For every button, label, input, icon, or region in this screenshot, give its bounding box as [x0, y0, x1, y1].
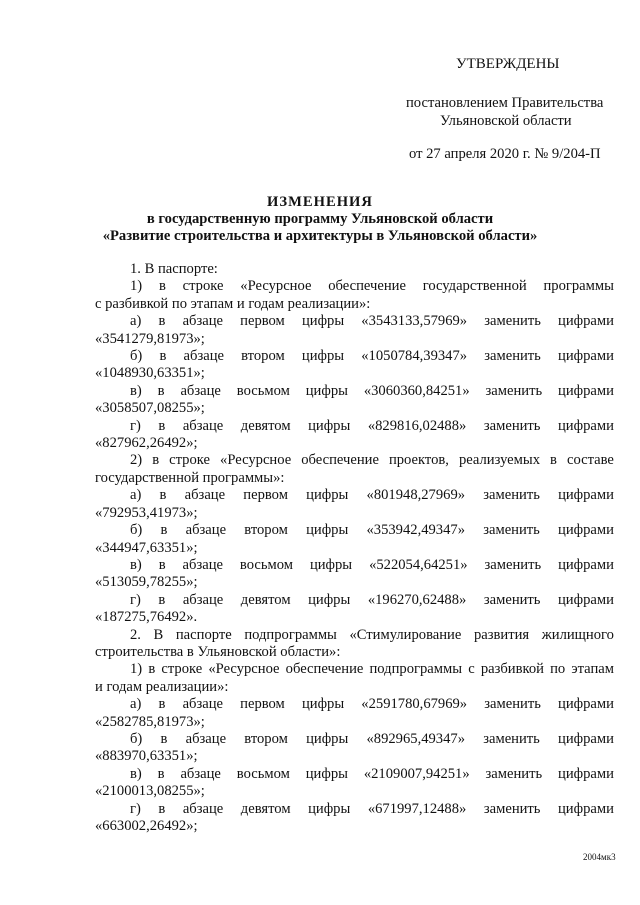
text-word: цифры — [305, 382, 348, 399]
text-line — [95, 644, 614, 661]
text-word: 2. — [130, 626, 141, 643]
text-word: обеспечение — [301, 452, 379, 469]
text-line — [95, 714, 614, 731]
text-word: в — [158, 417, 166, 434]
text-word: абзаце — [182, 556, 223, 573]
text-word: а) — [130, 696, 142, 713]
text-word: «513059,78255»; — [95, 574, 198, 591]
text-word: строке — [169, 452, 210, 469]
text-word: паспорте — [175, 626, 232, 643]
text-word: абзаце — [180, 765, 221, 782]
approval-stamp-title: УТВЕРЖДЕНЫ — [456, 56, 560, 72]
text-word: «Стимулирование — [349, 626, 462, 643]
text-word: девятом — [240, 800, 291, 817]
text-line — [95, 818, 614, 835]
text-word: цифрами — [558, 348, 614, 365]
text-word: заменить — [483, 730, 540, 747]
text-word: «Ресурсное — [220, 452, 292, 469]
text-line — [95, 661, 614, 678]
text-word: 2) — [130, 452, 143, 469]
text-word: абзаце — [182, 800, 224, 817]
text-word: цифры — [301, 696, 345, 713]
text-word: заменить — [484, 696, 541, 713]
text-word: жилищного — [541, 626, 614, 643]
text-word: б) — [130, 522, 143, 539]
text-word: с — [468, 661, 475, 678]
text-word: цифры — [308, 591, 351, 608]
text-word: в — [158, 556, 166, 573]
text-word: «196270,62488» — [367, 591, 467, 608]
text-word: «671997,12488» — [367, 800, 467, 817]
text-line — [95, 505, 614, 522]
text-word: 1. В паспорте: — [130, 261, 218, 277]
text-word: заменить — [483, 417, 541, 434]
text-line — [95, 592, 614, 609]
text-word: государственной программы»: — [95, 469, 285, 486]
text-word: «344947,63351»; — [95, 539, 198, 556]
text-word: составе — [566, 452, 614, 469]
text-word: восьмом — [236, 382, 290, 399]
text-line — [95, 801, 614, 818]
text-line — [95, 783, 614, 800]
text-word: в — [157, 765, 165, 782]
text-word: подпрограммы — [244, 626, 337, 643]
document-subtitle-2: «Развитие строительства и архитектуры в Ульяновской области» — [102, 228, 538, 244]
text-word: «663002,26492»; — [95, 818, 198, 834]
text-word: заменить — [485, 765, 543, 782]
text-word: «1048930,63351»; — [95, 365, 205, 382]
text-line — [95, 487, 614, 504]
text-word: реализуемых — [458, 452, 540, 469]
text-word: цифрами — [558, 730, 614, 747]
text-line — [95, 365, 614, 382]
text-word: «892965,49347» — [366, 730, 465, 747]
text-word: в — [152, 452, 160, 469]
text-line — [95, 313, 614, 330]
text-word: «2582785,81973»; — [95, 713, 205, 730]
text-line — [95, 418, 614, 435]
text-word: а) — [130, 313, 142, 330]
text-word: цифрами — [558, 487, 614, 504]
text-word: заменить — [484, 348, 541, 365]
text-line — [95, 261, 614, 278]
footer-code: 2004мк3 — [583, 852, 616, 862]
text-word: «801948,27969» — [366, 487, 466, 504]
text-word: с разбивкой по этапам и годам реализации»: — [95, 295, 371, 312]
text-word: «522054,64251» — [369, 556, 468, 573]
document-body — [95, 261, 614, 835]
text-word: в — [158, 696, 166, 713]
text-word: в — [158, 278, 166, 295]
text-word: в — [158, 591, 166, 608]
text-word: в — [159, 487, 167, 504]
text-word: цифры — [308, 417, 351, 434]
text-line — [95, 331, 614, 348]
text-word: «3541279,81973»; — [95, 330, 205, 347]
text-line — [95, 574, 614, 591]
text-word: в — [158, 313, 166, 330]
text-word: заменить — [485, 382, 543, 399]
text-word: «2109007,94251» — [363, 765, 470, 782]
text-word: программы — [543, 278, 614, 295]
text-word: абзаце — [184, 487, 226, 504]
text-word: «883970,63351»; — [95, 748, 198, 765]
text-word: цифрами — [558, 522, 614, 539]
text-word: а) — [130, 487, 142, 504]
text-word: и годам реализации»: — [95, 678, 229, 695]
text-word: абзаце — [182, 591, 224, 608]
text-word: «827962,26492»; — [95, 435, 198, 452]
decree-line-2: Ульяновской области — [440, 113, 572, 129]
text-word: цифрами — [558, 556, 614, 573]
text-line — [95, 296, 614, 313]
text-word: проектов, — [388, 452, 449, 469]
text-word: восьмом — [239, 556, 293, 573]
text-line — [95, 383, 614, 400]
text-line — [95, 627, 614, 644]
text-word: обеспечение — [328, 278, 406, 295]
text-word: первом — [243, 487, 288, 504]
text-word: в — [157, 382, 165, 399]
text-word: «Ресурсное — [240, 278, 312, 295]
text-word: г) — [130, 800, 141, 817]
text-word: «353942,49347» — [366, 522, 465, 539]
text-word: «1050784,39347» — [361, 348, 468, 365]
text-word: в — [158, 800, 166, 817]
text-word: заменить — [483, 591, 541, 608]
text-word: цифры — [301, 348, 345, 365]
text-word: цифрами — [558, 417, 614, 434]
text-word: заменить — [483, 487, 540, 504]
text-line — [95, 278, 614, 295]
text-word: «Ресурсное — [208, 661, 280, 678]
text-word: абзаце — [182, 313, 223, 330]
text-word: втором — [244, 522, 288, 539]
text-word: цифры — [306, 730, 349, 747]
text-word: строке — [182, 278, 224, 295]
text-line — [95, 748, 614, 765]
text-word: в) — [130, 382, 142, 399]
document-title: ИЗМЕНЕНИЯ — [267, 194, 373, 210]
text-word: втором — [241, 348, 285, 365]
text-line — [95, 348, 614, 365]
text-word: абзаце — [183, 348, 224, 365]
text-word: цифрами — [558, 696, 614, 713]
text-word: цифры — [306, 522, 349, 539]
text-word: В — [153, 626, 164, 643]
text-word: в — [148, 661, 156, 678]
text-word: первом — [240, 313, 285, 330]
text-word: 1) — [130, 278, 143, 295]
text-line — [95, 522, 614, 539]
text-word: в) — [130, 556, 142, 573]
text-word: абзаце — [180, 382, 221, 399]
text-word: абзаце — [185, 730, 227, 747]
text-word: «2100013,08255»; — [95, 783, 205, 800]
text-word: обеспечение — [285, 661, 364, 678]
text-word: заменить — [484, 556, 542, 573]
text-word: цифрами — [558, 382, 614, 399]
text-word: девятом — [240, 417, 291, 434]
text-word: в — [550, 452, 557, 469]
text-word: цифрами — [558, 765, 614, 782]
decree-date: от 27 апреля 2020 г. № 9/204-П — [409, 146, 601, 162]
text-word: в — [160, 730, 168, 747]
text-word: строке — [161, 661, 203, 678]
text-word: «3060360,84251» — [363, 382, 470, 399]
decree-line-1: постановлением Правительства — [406, 95, 604, 111]
document-subtitle-1: в государственную программу Ульяновской области — [146, 211, 494, 227]
text-line — [95, 731, 614, 748]
text-word: восьмом — [236, 765, 290, 782]
text-word: заменить — [483, 800, 541, 817]
text-word: «3058507,08255»; — [95, 400, 205, 417]
text-line — [95, 696, 614, 713]
text-word: цифрами — [558, 800, 614, 817]
text-word: цифры — [309, 556, 353, 573]
text-line — [95, 470, 614, 487]
text-line — [95, 679, 614, 696]
text-word: подпрограммы — [369, 661, 463, 678]
text-word: 1) — [130, 661, 143, 678]
text-word: по — [550, 661, 566, 678]
text-word: этапам — [571, 661, 614, 678]
text-word: строительства в Ульяновской области»: — [95, 643, 341, 660]
text-word: «187275,76492». — [95, 609, 198, 626]
text-word: заменить — [483, 522, 540, 539]
text-word: государственной — [422, 278, 527, 295]
text-word: цифры — [305, 765, 348, 782]
text-line — [95, 609, 614, 626]
text-word: девятом — [240, 591, 291, 608]
text-word: в — [160, 522, 168, 539]
text-word: «829816,02488» — [367, 417, 467, 434]
text-word: цифры — [308, 800, 351, 817]
text-word: «2591780,67969» — [361, 696, 468, 713]
text-word: цифрами — [558, 313, 614, 330]
text-word: г) — [130, 591, 141, 608]
text-line — [95, 452, 614, 469]
text-line — [95, 400, 614, 417]
text-word: в — [159, 348, 167, 365]
text-word: цифры — [301, 313, 345, 330]
text-word: г) — [130, 417, 141, 434]
text-word: разбивкой — [480, 661, 544, 678]
text-word: б) — [130, 730, 143, 747]
text-word: первом — [240, 696, 285, 713]
text-word: б) — [130, 348, 143, 365]
text-word: в) — [130, 765, 142, 782]
text-word: абзаце — [185, 522, 227, 539]
text-word: втором — [244, 730, 288, 747]
text-line — [95, 540, 614, 557]
text-word: абзаце — [182, 696, 223, 713]
text-word: цифрами — [558, 591, 614, 608]
text-word: абзаце — [182, 417, 224, 434]
text-line — [95, 766, 614, 783]
text-word: цифры — [306, 487, 349, 504]
text-word: развития — [473, 626, 530, 643]
text-word: «3543133,57969» — [361, 313, 468, 330]
text-line — [95, 435, 614, 452]
text-word: «792953,41973»; — [95, 504, 198, 521]
text-line — [95, 557, 614, 574]
text-word: заменить — [484, 313, 541, 330]
